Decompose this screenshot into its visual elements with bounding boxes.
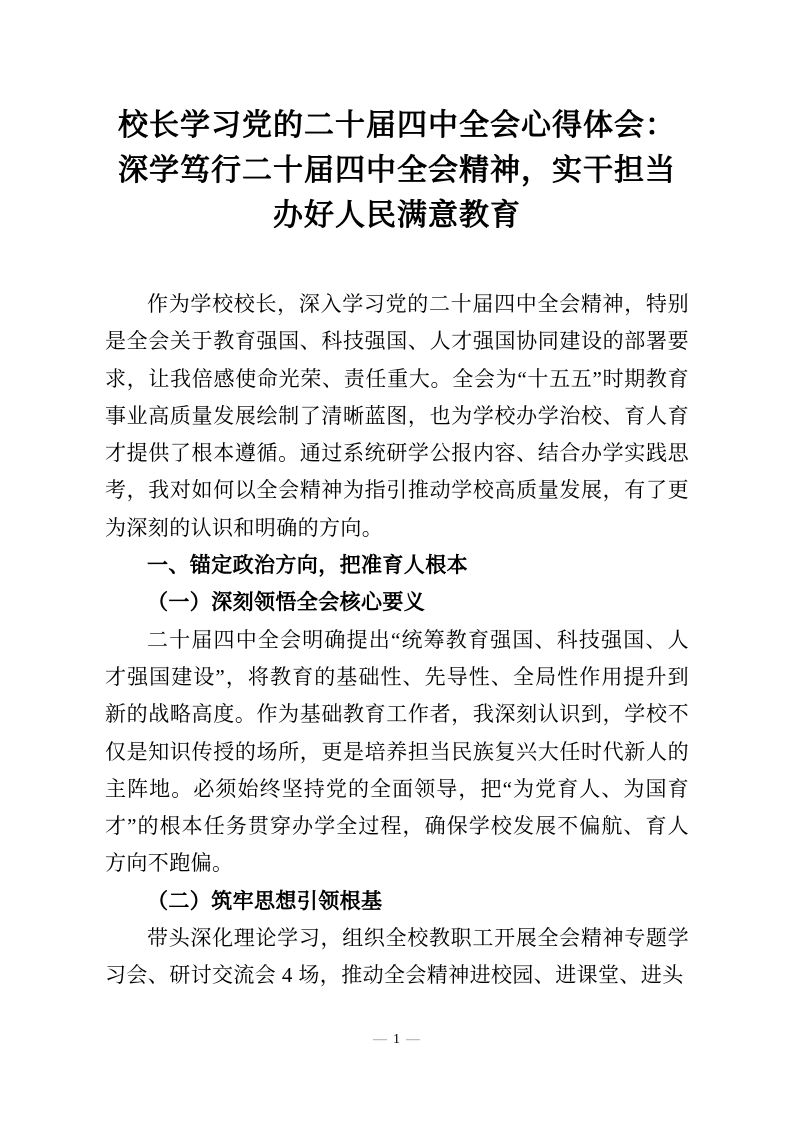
document-title-line-1: 校长学习党的二十届四中全会心得体会： — [118, 109, 676, 142]
document-title-line-2: 深学笃行二十届四中全会精神，实干担当 — [118, 154, 676, 187]
footer-left-dash: — — [373, 1032, 387, 1047]
subsection-heading-1-1: （一）深刻领悟全会核心要义 — [147, 590, 426, 615]
page-footer — [0, 1030, 793, 1050]
page-number: 1 — [393, 1032, 400, 1047]
body-paragraph-core-meaning: 二十届四中全会明确提出“统筹教育强国、科技强国、人才强国建设”，将教育的基础性、先导性、全局性作用提升到新的战略高度。作为基础教育工作者，我深刻认识到，学校不仅是知识传授的场所，更是培养担当民族复兴大任时代新人的主阵地。必须始终坚持党的全面领导，把“为党育人、为国育才”的根本任务贯穿办学全过程，确保学校发展不偏航、育人方向不跑偏。 — [105, 627, 689, 876]
body-paragraph-intro: 作为学校校长，深入学习党的二十届四中全会精神，特别是全会关于教育强国、科技强国、人才强国协同建设的部署要求，让我倍感使命光荣、责任重大。全会为“十五五”时期教育事业高质量发展绘制了清晰蓝图，也为学校办学治校、育人育才提供了根本遵循。通过系统研学公报内容、结合办学实践思考，我对如何以全会精神为指引推动学校高质量发展，有了更为深刻的认识和明确的方向。 — [105, 292, 689, 540]
footer-right-dash: — — [406, 1032, 420, 1047]
subsection-heading-1-2: （二）筑牢思想引领根基 — [147, 888, 383, 913]
document-title — [105, 103, 689, 238]
body-paragraph-theory-study: 带头深化理论学习，组织全校教职工开展全会精神专题学习会、研讨交流会 4 场，推动全会精神进校园、进课堂、进头 — [105, 926, 689, 988]
document-title-line-3: 办好人民满意教育 — [273, 199, 521, 232]
section-heading-1: 一、锚定政治方向，把准育人根本 — [147, 554, 468, 578]
